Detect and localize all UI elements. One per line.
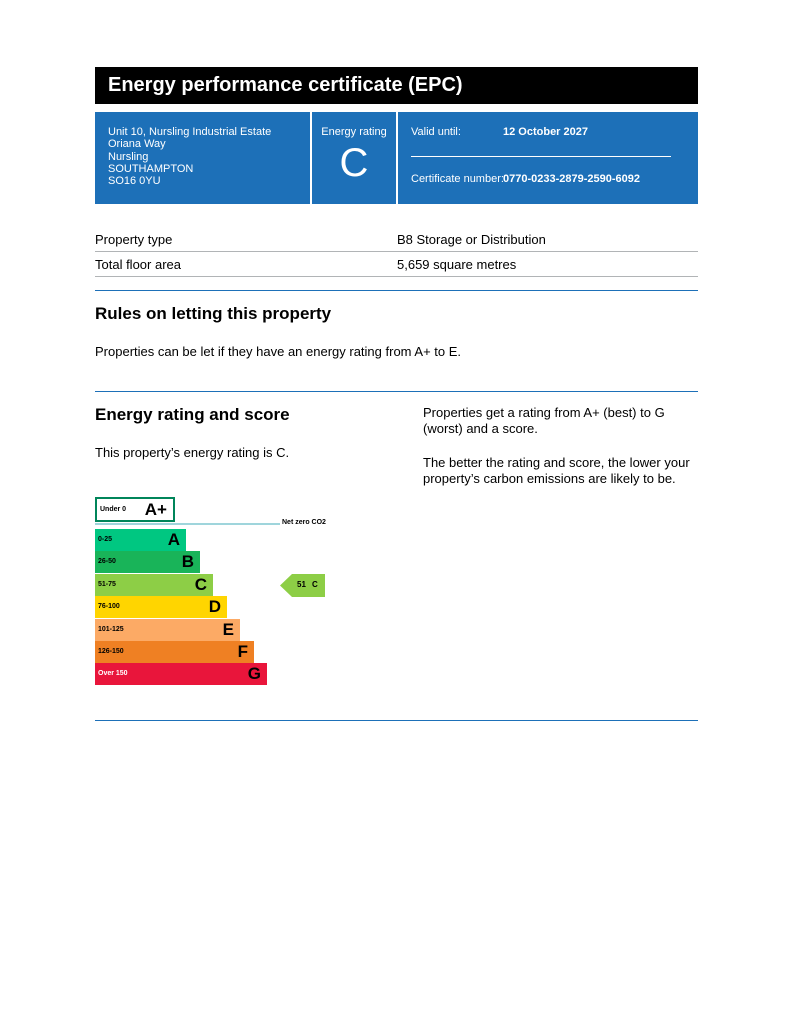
band-range: 101-125	[98, 626, 124, 633]
band-range: 51-75	[98, 581, 116, 588]
band-f	[95, 641, 254, 663]
address-line-2: Oriana Way	[108, 138, 166, 151]
rules-text: Properties can be let if they have an energy rating from A+ to E.	[95, 344, 462, 359]
band-range: Over 150	[98, 670, 128, 677]
floor-area-value: 5,659 square metres	[397, 257, 517, 272]
band-letter: D	[208, 597, 221, 616]
current-rating-letter: C	[312, 580, 318, 589]
carbon-explanation: The better the rating and score, the lower your property’s carbon emissions are likely to be.	[423, 455, 690, 486]
band-aplus-letter: A+	[144, 500, 167, 519]
current-rating-score: 51	[297, 580, 306, 589]
energy-section-heading: Energy rating and score	[95, 405, 290, 424]
section-divider	[95, 720, 698, 721]
band-letter: F	[237, 642, 248, 661]
energy-rating-value: C	[339, 141, 369, 185]
band-letter: B	[181, 552, 194, 571]
band-c	[95, 574, 213, 596]
net-zero-line	[95, 523, 280, 525]
certificate-number-label: Certificate number:	[411, 173, 504, 185]
rules-heading: Rules on letting this property	[95, 304, 332, 323]
band-aplus-range: Under 0	[100, 506, 127, 513]
property-type-value: B8 Storage or Distribution	[397, 232, 546, 247]
band-d	[95, 596, 227, 618]
address-line-4: SOUTHAMPTON	[108, 162, 194, 175]
band-e	[95, 619, 240, 641]
band-letter: C	[194, 575, 207, 594]
band-b	[95, 551, 200, 573]
band-range: 126-150	[98, 648, 124, 655]
band-range: 26-50	[98, 558, 116, 565]
band-g	[95, 663, 267, 685]
band-letter: G	[247, 664, 261, 683]
valid-until-label: Valid until:	[411, 126, 461, 138]
band-range: 0-25	[98, 536, 113, 543]
rating-explanation: Properties get a rating from A+ (best) to G (worst) and a score.	[423, 405, 665, 436]
address-line-1: Unit 10, Nursling Industrial Estate	[108, 126, 272, 138]
band-a	[95, 529, 186, 551]
band-range: 76-100	[98, 603, 120, 610]
page-title: Energy performance certificate (EPC)	[108, 74, 463, 96]
address-postcode: SO16 0YU	[108, 175, 161, 188]
valid-until-value: 12 October 2027	[503, 126, 588, 138]
energy-rating-statement: This property’s energy rating is C.	[95, 445, 290, 460]
band-letter: E	[222, 620, 234, 639]
net-zero-label: Net zero CO2	[282, 519, 326, 526]
property-type-label: Property type	[95, 232, 173, 247]
band-aplus	[95, 497, 175, 522]
energy-rating-label: Energy rating	[321, 126, 387, 138]
certificate-number-value: 0770-0233-2879-2590-6092	[503, 173, 641, 185]
floor-area-label: Total floor area	[95, 257, 181, 272]
address-line-3: Nursling	[108, 150, 149, 163]
band-letter: A	[167, 530, 180, 549]
